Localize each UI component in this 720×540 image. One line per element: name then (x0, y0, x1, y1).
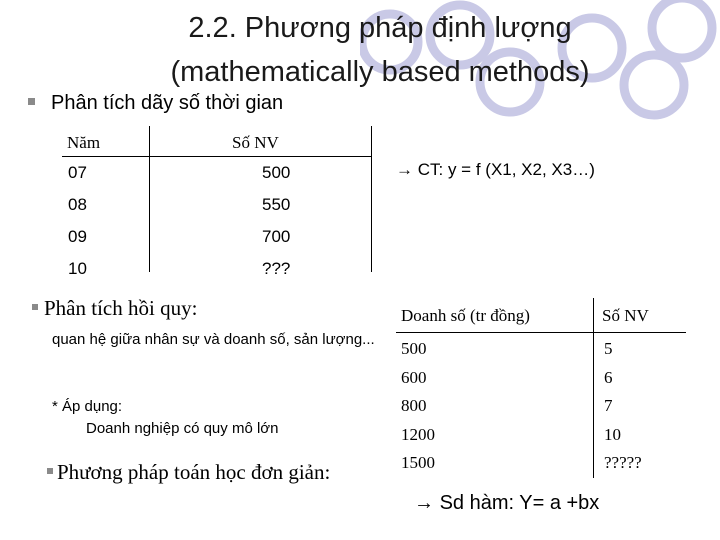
table-column-divider (593, 298, 594, 478)
simple-math-heading-text: Phương pháp toán học đơn giản: (57, 460, 331, 484)
table-cell: 600 (401, 367, 427, 387)
table-cell: 10 (68, 259, 87, 278)
title-line-1: 2.2. Phương pháp định lượng (188, 12, 572, 44)
table-cell: 07 (68, 163, 87, 182)
table-right-border (371, 126, 372, 272)
simple-math-heading (47, 459, 377, 486)
table-cell: 500 (401, 339, 427, 358)
formula-text: CT: y = f (X1, X2, X3…) (417, 160, 595, 179)
apply-text: Doanh nghiệp có quy mô lớn (86, 420, 279, 437)
arrow-right-icon: → (396, 160, 413, 179)
table-cell: ??? (262, 259, 291, 278)
table-cell: 550 (262, 195, 291, 214)
header-employees: Số NV (602, 306, 649, 325)
function-line (414, 492, 599, 515)
table-cell: 08 (68, 195, 87, 214)
header-sales: Doanh số (tr đồng) (401, 306, 530, 325)
table-cell: 500 (262, 163, 291, 182)
regression-heading-text: Phân tích hồi quy: (44, 296, 198, 320)
table-header-divider (396, 332, 686, 333)
table-cell: 1200 (401, 424, 435, 444)
employee-column (262, 157, 290, 285)
table-cell: 1500 (401, 453, 435, 472)
table-cell: 09 (68, 227, 87, 246)
table-cell: 700 (262, 227, 291, 246)
function-text: Sd hàm: Y= a +bx (439, 492, 600, 514)
table-cell: 7 (604, 396, 613, 415)
header-employees: Số NV (232, 133, 279, 152)
table-cell: ????? (604, 453, 642, 472)
employee-column (604, 335, 642, 478)
title-line-2: (mathematically based methods) (170, 56, 590, 88)
regression-heading (32, 296, 197, 321)
table-header-divider (62, 156, 372, 157)
subtitle-text: Phân tích dãy số thời gian (51, 92, 284, 114)
square-bullet-icon (47, 468, 53, 474)
page-title (60, 6, 700, 94)
regression-apply (52, 396, 278, 440)
square-bullet-icon (28, 98, 35, 105)
table-cell: 6 (604, 367, 613, 387)
formula-line (396, 160, 595, 180)
table-cell: 10 (604, 424, 621, 444)
subtitle-time-series (28, 89, 283, 117)
sales-column (401, 335, 435, 478)
year-column (68, 157, 87, 285)
arrow-right-icon: → (414, 492, 434, 514)
regression-description: quan hệ giữa nhân sự và doanh số, sản lượng... (52, 331, 375, 348)
table-column-divider (149, 126, 150, 272)
table-cell: 800 (401, 396, 427, 415)
apply-label: * Áp dụng: (52, 398, 123, 415)
square-bullet-icon (32, 304, 38, 310)
header-year: Năm (67, 133, 101, 152)
table-cell: 5 (604, 339, 613, 358)
